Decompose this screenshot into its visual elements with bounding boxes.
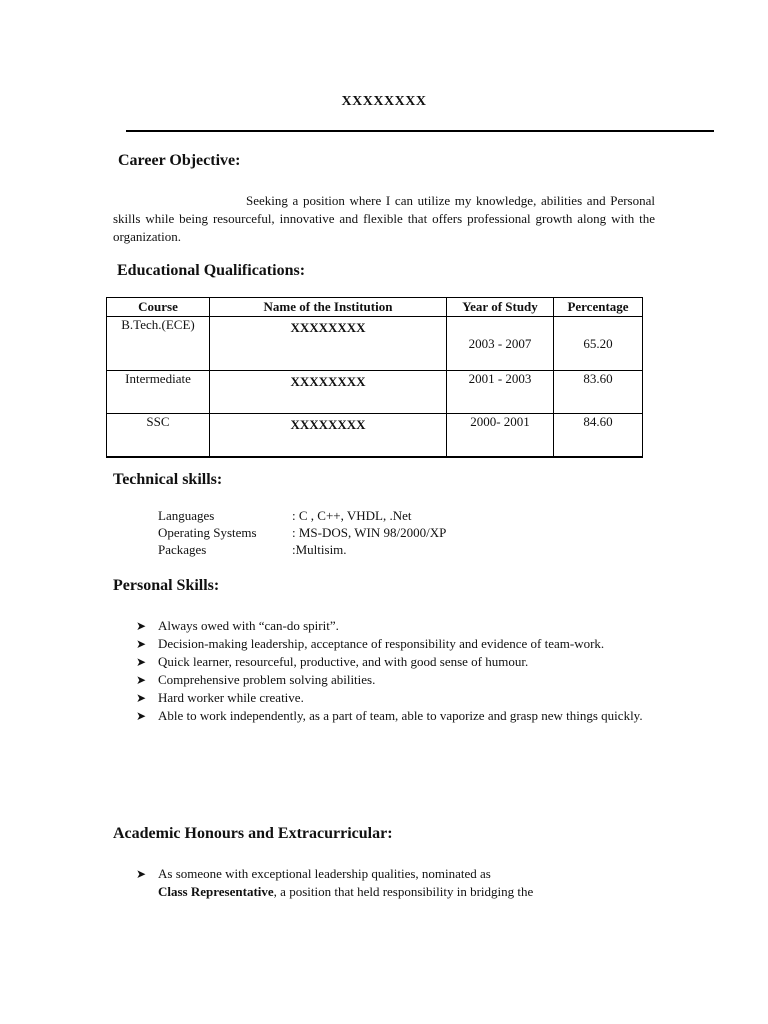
institution-cell: XXXXXXXX bbox=[210, 371, 447, 414]
year-cell: 2000- 2001 bbox=[447, 414, 554, 458]
skill-row-packages bbox=[158, 541, 347, 558]
course-cell: Intermediate bbox=[107, 371, 210, 414]
academic-honours-heading: Academic Honours and Extracurricular: bbox=[113, 825, 393, 842]
career-objective-heading: Career Objective: bbox=[118, 152, 241, 169]
arrow-bullet-icon: ➤ bbox=[136, 867, 147, 881]
skill-label: Packages bbox=[158, 542, 207, 557]
skill-value: : C , C++, VHDL, .Net bbox=[292, 508, 412, 523]
class-representative-label: Class Representative bbox=[158, 884, 274, 899]
technical-skills-heading: Technical skills: bbox=[113, 471, 223, 488]
arrow-bullet-icon: ➤ bbox=[136, 673, 147, 687]
skill-value: : MS-DOS, WIN 98/2000/XP bbox=[292, 525, 447, 540]
percentage-cell: 83.60 bbox=[554, 371, 643, 414]
table-header-row bbox=[107, 298, 643, 317]
candidate-name: XXXXXXXX bbox=[341, 94, 427, 109]
academic-honours-list bbox=[136, 865, 646, 901]
skill-label: Operating Systems bbox=[158, 525, 257, 540]
career-objective-body: Seeking a position where I can utilize my knowledge, abilities and Personal skills while being resourceful, innovative and flexible that offers professional growth along with the organization. bbox=[113, 193, 655, 244]
skill-value: :Multisim. bbox=[292, 542, 347, 557]
year-cell: 2001 - 2003 bbox=[447, 371, 554, 414]
arrow-bullet-icon: ➤ bbox=[136, 655, 147, 669]
percentage-cell: 84.60 bbox=[554, 414, 643, 458]
percentage-cell: 65.20 bbox=[554, 317, 643, 371]
arrow-bullet-icon: ➤ bbox=[136, 709, 147, 723]
header-divider bbox=[126, 130, 714, 132]
list-item: ➤ As someone with exceptional leadership qualities, nominated as Class Representative, a position that held responsibility in bridging the bbox=[136, 866, 534, 899]
personal-skills-heading: Personal Skills: bbox=[113, 577, 220, 594]
institution-cell: XXXXXXXX bbox=[210, 317, 447, 371]
list-item: ➤ Decision-making leadership, acceptance of responsibility and evidence of team-work. bbox=[136, 636, 605, 651]
arrow-bullet-icon: ➤ bbox=[136, 691, 147, 705]
column-header-course: Course bbox=[107, 298, 210, 317]
arrow-bullet-icon: ➤ bbox=[136, 637, 147, 651]
table-row bbox=[107, 414, 643, 458]
list-item: ➤ Comprehensive problem solving abilities. bbox=[136, 672, 376, 687]
skill-label: Languages bbox=[158, 508, 215, 523]
list-item: ➤ Quick learner, resourceful, productive, and with good sense of humour. bbox=[136, 654, 529, 669]
arrow-bullet-icon: ➤ bbox=[136, 619, 147, 633]
course-cell: B.Tech.(ECE) bbox=[107, 317, 210, 371]
column-header-institution: Name of the Institution bbox=[210, 298, 447, 317]
course-cell: SSC bbox=[107, 414, 210, 458]
column-header-percentage: Percentage bbox=[554, 298, 643, 317]
table-row bbox=[107, 317, 643, 371]
institution-cell: XXXXXXXX bbox=[210, 414, 447, 458]
skill-row-os bbox=[158, 524, 446, 541]
column-header-year: Year of Study bbox=[447, 298, 554, 317]
list-item: ➤ Able to work independently, as a part of team, able to vaporize and grasp new things quickly. bbox=[136, 708, 643, 723]
personal-skills-list bbox=[136, 617, 646, 725]
list-item: ➤ Hard worker while creative. bbox=[136, 690, 304, 705]
education-table bbox=[106, 297, 643, 458]
year-cell: 2003 - 2007 bbox=[447, 317, 554, 371]
table-row bbox=[107, 371, 643, 414]
list-item: ➤ Always owed with “can-do spirit”. bbox=[136, 618, 339, 633]
education-heading: Educational Qualifications: bbox=[117, 262, 306, 279]
career-objective-text bbox=[113, 192, 655, 246]
skill-row-languages bbox=[158, 507, 412, 524]
